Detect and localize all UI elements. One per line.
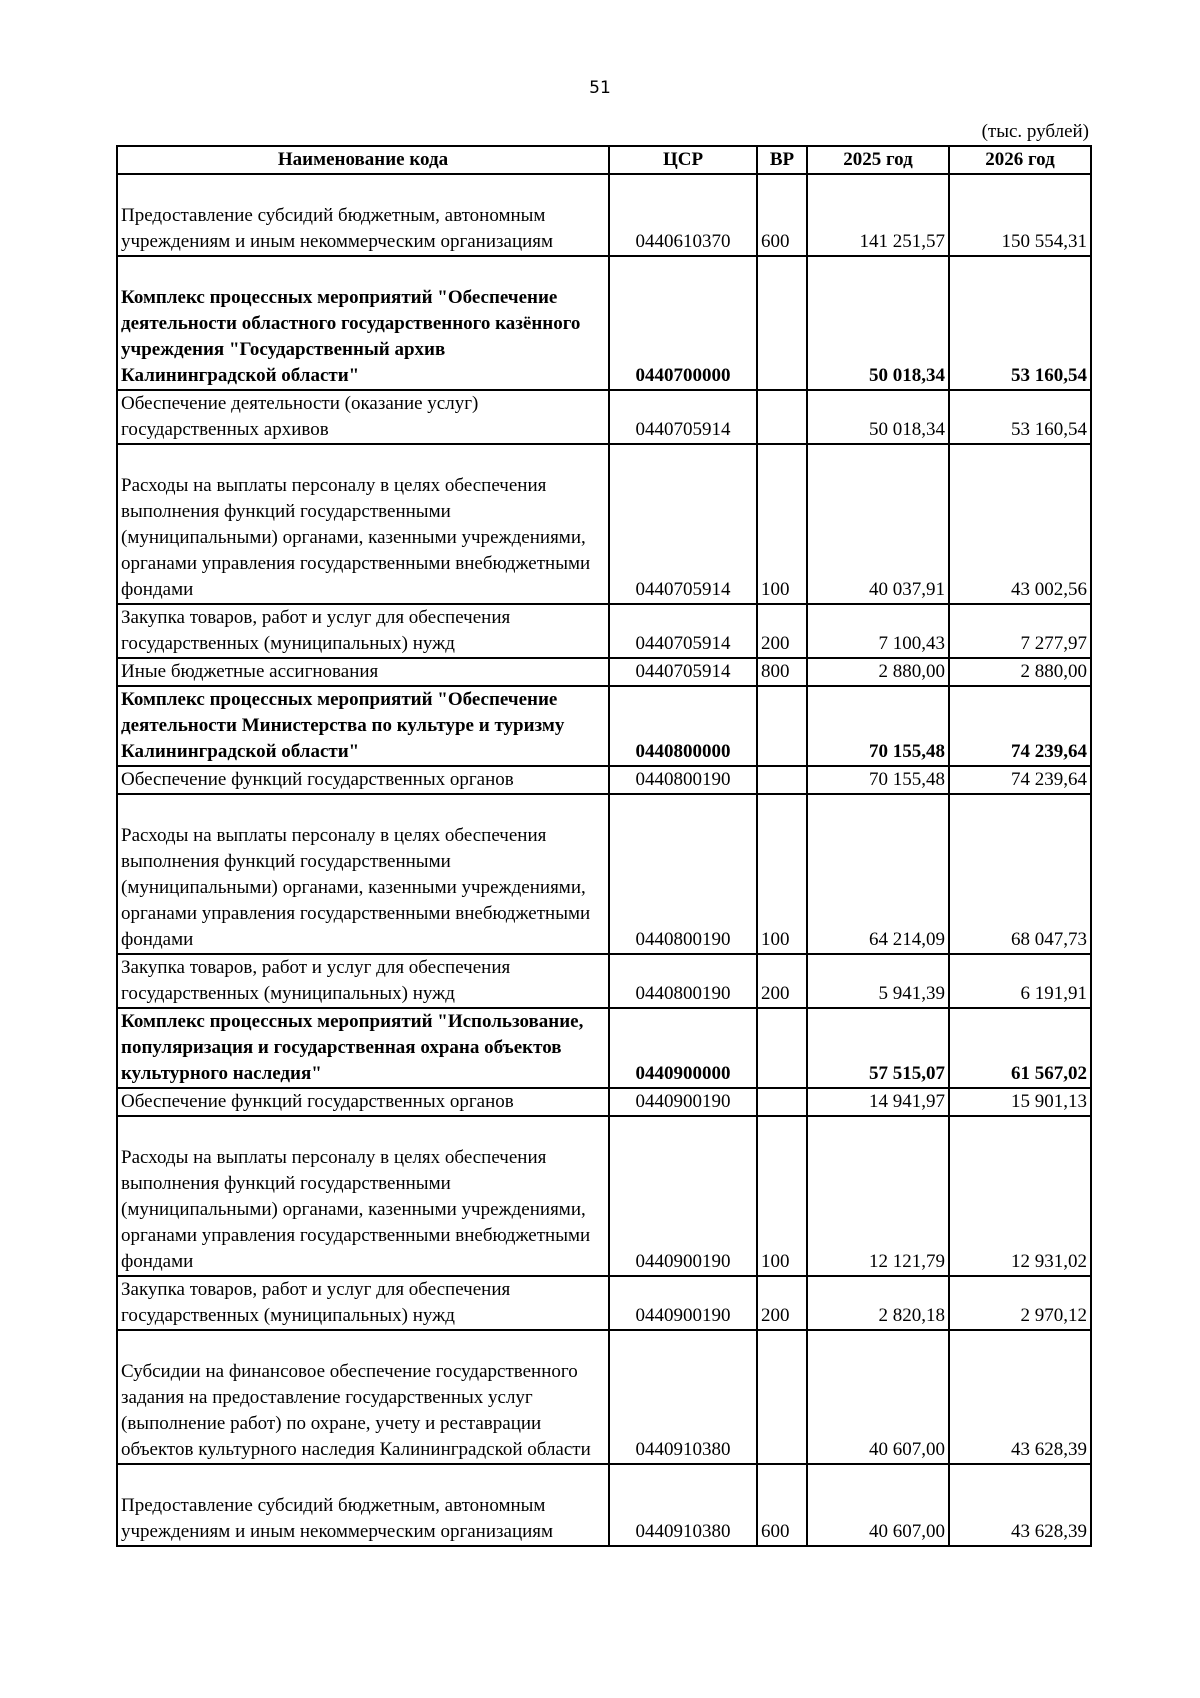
table-row	[117, 174, 1091, 256]
row-2026: 74 239,64	[949, 766, 1091, 794]
row-2025: 5 941,39	[807, 954, 949, 1008]
row-2026: 74 239,64	[949, 686, 1091, 766]
header-2026: 2026 год	[949, 146, 1091, 174]
table-row	[117, 1116, 1091, 1276]
row-vr	[757, 1330, 807, 1464]
table-row	[117, 954, 1091, 1008]
row-2026: 68 047,73	[949, 794, 1091, 954]
row-csr: 0440800000	[609, 686, 757, 766]
row-csr: 0440610370	[609, 174, 757, 256]
header-csr: ЦСР	[609, 146, 757, 174]
row-vr	[757, 1088, 807, 1116]
row-2025: 40 607,00	[807, 1330, 949, 1464]
table-row	[117, 444, 1091, 604]
row-2026: 15 901,13	[949, 1088, 1091, 1116]
row-csr: 0440910380	[609, 1330, 757, 1464]
row-2026: 2 970,12	[949, 1276, 1091, 1330]
table-row	[117, 766, 1091, 794]
row-2025: 2 880,00	[807, 658, 949, 686]
row-name: Закупка товаров, работ и услуг для обеспечения государственных (муниципальных) нужд	[117, 1276, 609, 1330]
row-csr: 0440900190	[609, 1088, 757, 1116]
table-row	[117, 1464, 1091, 1546]
units-label: (тыс. рублей)	[981, 121, 1089, 142]
table-row	[117, 604, 1091, 658]
table-row	[117, 1008, 1091, 1088]
row-csr: 0440800190	[609, 766, 757, 794]
row-2026: 53 160,54	[949, 390, 1091, 444]
row-2025: 70 155,48	[807, 766, 949, 794]
row-2026: 43 628,39	[949, 1464, 1091, 1546]
row-2025: 7 100,43	[807, 604, 949, 658]
row-2026: 43 628,39	[949, 1330, 1091, 1464]
row-csr: 0440900190	[609, 1276, 757, 1330]
row-name: Комплекс процессных мероприятий "Обеспечение деятельности Министерства по культуре и туризму Калининградской области"	[117, 686, 609, 766]
row-csr: 0440910380	[609, 1464, 757, 1546]
row-2026: 2 880,00	[949, 658, 1091, 686]
row-csr: 0440705914	[609, 390, 757, 444]
table-header-row	[117, 146, 1091, 174]
row-2026: 7 277,97	[949, 604, 1091, 658]
row-2025: 70 155,48	[807, 686, 949, 766]
row-name: Иные бюджетные ассигнования	[117, 658, 609, 686]
row-2025: 57 515,07	[807, 1008, 949, 1088]
row-vr: 200	[757, 1276, 807, 1330]
row-2025: 50 018,34	[807, 256, 949, 390]
table-row	[117, 256, 1091, 390]
row-2025: 40 607,00	[807, 1464, 949, 1546]
row-name: Предоставление субсидий бюджетным, автономным учреждениям и иным некоммерческим организациям	[117, 174, 609, 256]
row-name: Обеспечение функций государственных органов	[117, 766, 609, 794]
table-row	[117, 1276, 1091, 1330]
row-vr	[757, 256, 807, 390]
table-row	[117, 686, 1091, 766]
header-name: Наименование кода	[117, 146, 609, 174]
row-csr: 0440800190	[609, 794, 757, 954]
row-2025: 50 018,34	[807, 390, 949, 444]
row-csr: 0440900190	[609, 1116, 757, 1276]
table-row	[117, 1330, 1091, 1464]
row-2025: 64 214,09	[807, 794, 949, 954]
row-name: Расходы на выплаты персоналу в целях обеспечения выполнения функций государственными (муниципальными) органами, казенными учреждениями, органами управления государственными внебюджетными фондами	[117, 794, 609, 954]
row-vr	[757, 390, 807, 444]
row-csr: 0440900000	[609, 1008, 757, 1088]
row-2025: 141 251,57	[807, 174, 949, 256]
row-name: Обеспечение деятельности (оказание услуг) государственных архивов	[117, 390, 609, 444]
table-row	[117, 1088, 1091, 1116]
table-row	[117, 390, 1091, 444]
row-name: Субсидии на финансовое обеспечение государственного задания на предоставление государственных услуг (выполнение работ) по охране, учету и реставрации объектов культурного наследия Калининградской области	[117, 1330, 609, 1464]
row-2026: 61 567,02	[949, 1008, 1091, 1088]
row-vr: 100	[757, 444, 807, 604]
row-name: Комплекс процессных мероприятий "Использование, популяризация и государственная охрана объектов культурного наследия"	[117, 1008, 609, 1088]
row-vr	[757, 1008, 807, 1088]
row-name: Комплекс процессных мероприятий "Обеспечение деятельности областного государственного казённого учреждения "Государственный архив Калининградской области"	[117, 256, 609, 390]
row-vr	[757, 686, 807, 766]
row-2025: 40 037,91	[807, 444, 949, 604]
row-name: Закупка товаров, работ и услуг для обеспечения государственных (муниципальных) нужд	[117, 954, 609, 1008]
row-vr: 600	[757, 174, 807, 256]
row-name: Расходы на выплаты персоналу в целях обеспечения выполнения функций государственными (муниципальными) органами, казенными учреждениями, органами управления государственными внебюджетными фондами	[117, 444, 609, 604]
row-csr: 0440800190	[609, 954, 757, 1008]
row-2025: 2 820,18	[807, 1276, 949, 1330]
row-vr: 200	[757, 954, 807, 1008]
budget-table	[116, 145, 1092, 1547]
row-vr: 200	[757, 604, 807, 658]
row-2026: 150 554,31	[949, 174, 1091, 256]
row-csr: 0440705914	[609, 604, 757, 658]
row-csr: 0440700000	[609, 256, 757, 390]
row-2026: 43 002,56	[949, 444, 1091, 604]
header-2025: 2025 год	[807, 146, 949, 174]
row-csr: 0440705914	[609, 658, 757, 686]
row-2026: 6 191,91	[949, 954, 1091, 1008]
row-name: Закупка товаров, работ и услуг для обеспечения государственных (муниципальных) нужд	[117, 604, 609, 658]
table-row	[117, 658, 1091, 686]
row-vr: 100	[757, 794, 807, 954]
row-csr: 0440705914	[609, 444, 757, 604]
header-vr: ВР	[757, 146, 807, 174]
row-2025: 12 121,79	[807, 1116, 949, 1276]
row-2025: 14 941,97	[807, 1088, 949, 1116]
row-2026: 12 931,02	[949, 1116, 1091, 1276]
row-vr	[757, 766, 807, 794]
page-number: 51	[589, 78, 611, 98]
row-name: Расходы на выплаты персоналу в целях обеспечения выполнения функций государственными (муниципальными) органами, казенными учреждениями, органами управления государственными внебюджетными фондами	[117, 1116, 609, 1276]
row-name: Предоставление субсидий бюджетным, автономным учреждениям и иным некоммерческим организациям	[117, 1464, 609, 1546]
table-row	[117, 794, 1091, 954]
row-vr: 600	[757, 1464, 807, 1546]
row-vr: 100	[757, 1116, 807, 1276]
row-2026: 53 160,54	[949, 256, 1091, 390]
row-name: Обеспечение функций государственных органов	[117, 1088, 609, 1116]
row-vr: 800	[757, 658, 807, 686]
